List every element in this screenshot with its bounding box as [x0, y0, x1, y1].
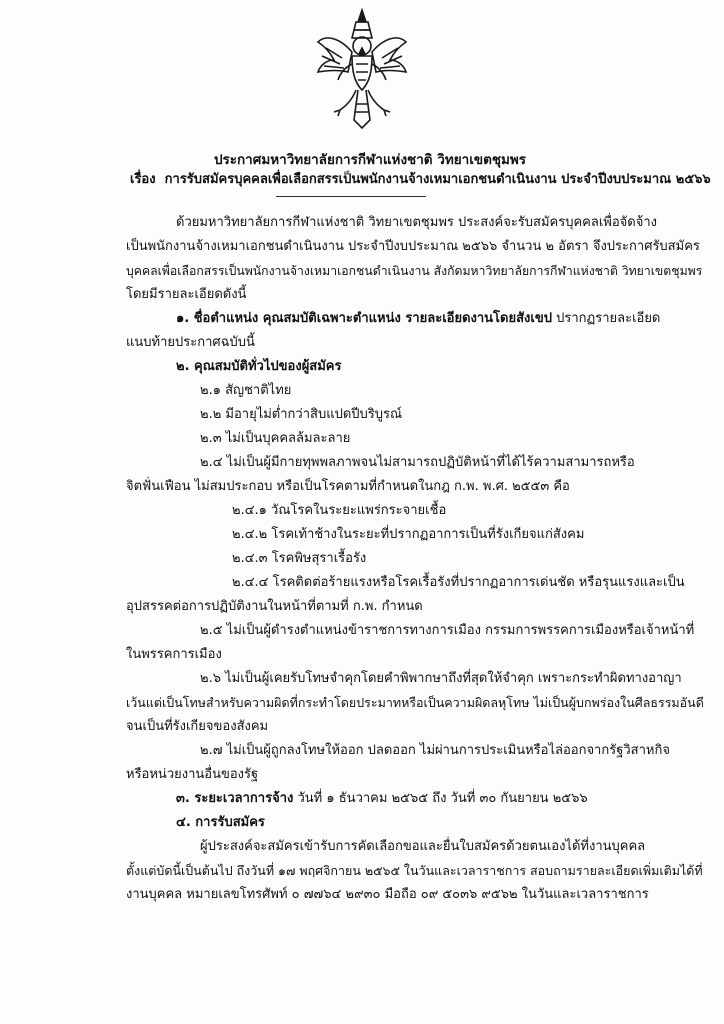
section-4-line-2: ตั้งแต่บัดนี้เป็นต้นไป ถึงวันที่ ๑๗ พฤศจิกายน ๒๕๖๕ ในวันและเวลาราชการ สอบถามรายละเอียดเพิ่มเติมได้ที่: [126, 863, 703, 878]
section-2-item-4-4-line-2: อุปสรรคต่อการปฏิบัติงานในหน้าที่ตามที่ ก.พ. กำหนด: [126, 599, 423, 614]
garuda-emblem-icon: [312, 8, 412, 133]
intro-line-2: เป็นพนักงานจ้างเหมาเอกชนดำเนินงาน ประจำปีงบประมาณ ๒๕๖๖ จำนวน ๒ อัตรา จึงประกาศรับสมัคร: [126, 239, 700, 254]
intro-line-3: บุคคลเพื่อเลือกสรรเป็นพนักงานจ้างเหมาเอกชนดำเนินงาน สังกัดมหาวิทยาลัยการกีฬาแห่งชาติ วิทยาเขตชุมพร: [126, 264, 703, 278]
section-2-item-7-line-1: ๒.๗ ไม่เป็นผู้ถูกลงโทษให้ออก ปลดออก ไม่ผ่านการประเมินหรือไล่ออกจากรัฐวิสาหกิจ: [200, 743, 670, 758]
announcement-title: ประกาศมหาวิทยาลัยการกีฬาแห่งชาติ วิทยาเขตชุมพร: [213, 152, 527, 168]
section-2-item-4-4-line-1: ๒.๔.๔ โรคติดต่อร้ายแรงหรือโรคเรื้อรังที่ปรากฏอาการเด่นชัด หรือรุนแรงและเป็น: [232, 575, 685, 590]
subject-text: การรับสมัครบุคคลเพื่อเลือกสรรเป็นพนักงานจ้างเหมาเอกชนดำเนินงาน ประจำปีงบประมาณ ๒๕๖๖: [164, 172, 711, 187]
section-2-item-6-line-1: ๒.๖ ไม่เป็นผู้เคยรับโทษจำคุกโดยคำพิพากษาถึงที่สุดให้จำคุก เพราะกระทำผิดทางอาญา: [200, 671, 682, 686]
section-2-item-4-3: ๒.๔.๓ โรคพิษสุราเรื้อรัง: [232, 551, 367, 566]
intro-line-4: โดยมีรายละเอียดดังนี้: [126, 287, 247, 302]
section-2-item-6-line-2: เว้นแต่เป็นโทษสำหรับความผิดที่กระทำโดยประมาทหรือเป็นความผิดลหุโทษ ไม่เป็นผู้บกพร่องในศีลธรรมอันดี: [126, 695, 704, 710]
section-2-item-4-1: ๒.๔.๑ วัณโรคในระยะแพร่กระจายเชื้อ: [232, 503, 447, 518]
section-2-item-1: ๒.๑ สัญชาติไทย: [200, 383, 292, 398]
section-2-item-4-2: ๒.๔.๒ โรคเท้าช้างในระยะที่ปรากฏอาการเป็นที่รังเกียจแก่สังคม: [232, 527, 585, 542]
section-2-item-4-line-1: ๒.๔ ไม่เป็นผู้มีกายทุพพลภาพจนไม่สามารถปฏิบัติหน้าที่ได้ไร้ความสามารถหรือ: [200, 455, 635, 470]
section-2-item-7-line-2: หรือหน่วยงานอื่นของรัฐ: [126, 767, 259, 782]
section-4-line-3: งานบุคคล หมายเลขโทรศัพท์ ๐ ๗๗๖๔ ๒๙๓๐ มือถือ ๐๙ ๕๐๓๖ ๙๕๖๒ ในวันและเวลาราชการ: [126, 887, 649, 902]
intro-line-1: ด้วยมหาวิทยาลัยการกีฬาแห่งชาติ วิทยาเขตชุมพร ประสงค์จะรับสมัครบุคคลเพื่อจัดจ้าง: [176, 215, 657, 230]
subject-label: เรื่อง: [130, 172, 156, 187]
section-2-item-2: ๒.๒ มีอายุไม่ต่ำกว่าสิบแปดปีบริบูรณ์: [200, 407, 403, 422]
section-2-heading: ๒. คุณสมบัติทั่วไปของผู้สมัคร: [176, 359, 342, 374]
announcement-header: [130, 150, 711, 190]
section-1-line-1: [176, 310, 660, 328]
section-1-heading: ๑. ชื่อตำแหน่ง คุณสมบัติเฉพาะตำแหน่ง รายละเอียดงานโดยสังเขป: [176, 311, 552, 326]
section-1-rest: ปรากฏรายละเอียด: [551, 311, 661, 326]
section-2-item-3: ๒.๓ ไม่เป็นบุคคลล้มละลาย: [200, 431, 351, 446]
section-2-item-6-line-3: จนเป็นที่รังเกียจของสังคม: [126, 719, 269, 734]
section-2-item-5-line-2: ในพรรคการเมือง: [126, 647, 222, 662]
announcement-subject: [130, 170, 711, 190]
section-2-item-5-line-1: ๒.๕ ไม่เป็นผู้ดำรงตำแหน่งข้าราชการทางการเมือง กรรมการพรรคการเมืองหรือเจ้าหน้าที่: [200, 623, 695, 638]
section-1-line-2: แนบท้ายประกาศฉบับนี้: [126, 335, 255, 350]
section-3-line: [176, 790, 588, 808]
section-4-heading: ๔. การรับสมัคร: [176, 815, 265, 830]
section-2-item-4-line-2: จิตฟั่นเฟือน ไม่สมประกอบ หรือเป็นโรคตามที่กำหนดในกฎ ก.พ. พ.ศ. ๒๕๕๓ คือ: [126, 479, 570, 494]
header-divider: [276, 196, 426, 197]
section-3-heading: ๓. ระยะเวลาการจ้าง: [176, 791, 294, 806]
section-3-rest: วันที่ ๑ ธันวาคม ๒๕๖๕ ถึง วันที่ ๓๐ กันยายน ๒๕๖๖: [293, 791, 588, 806]
section-4-line-1: ผู้ประสงค์จะสมัครเข้ารับการคัดเลือกขอและยื่นใบสมัครด้วยตนเองได้ที่งานบุคคล: [200, 839, 646, 854]
